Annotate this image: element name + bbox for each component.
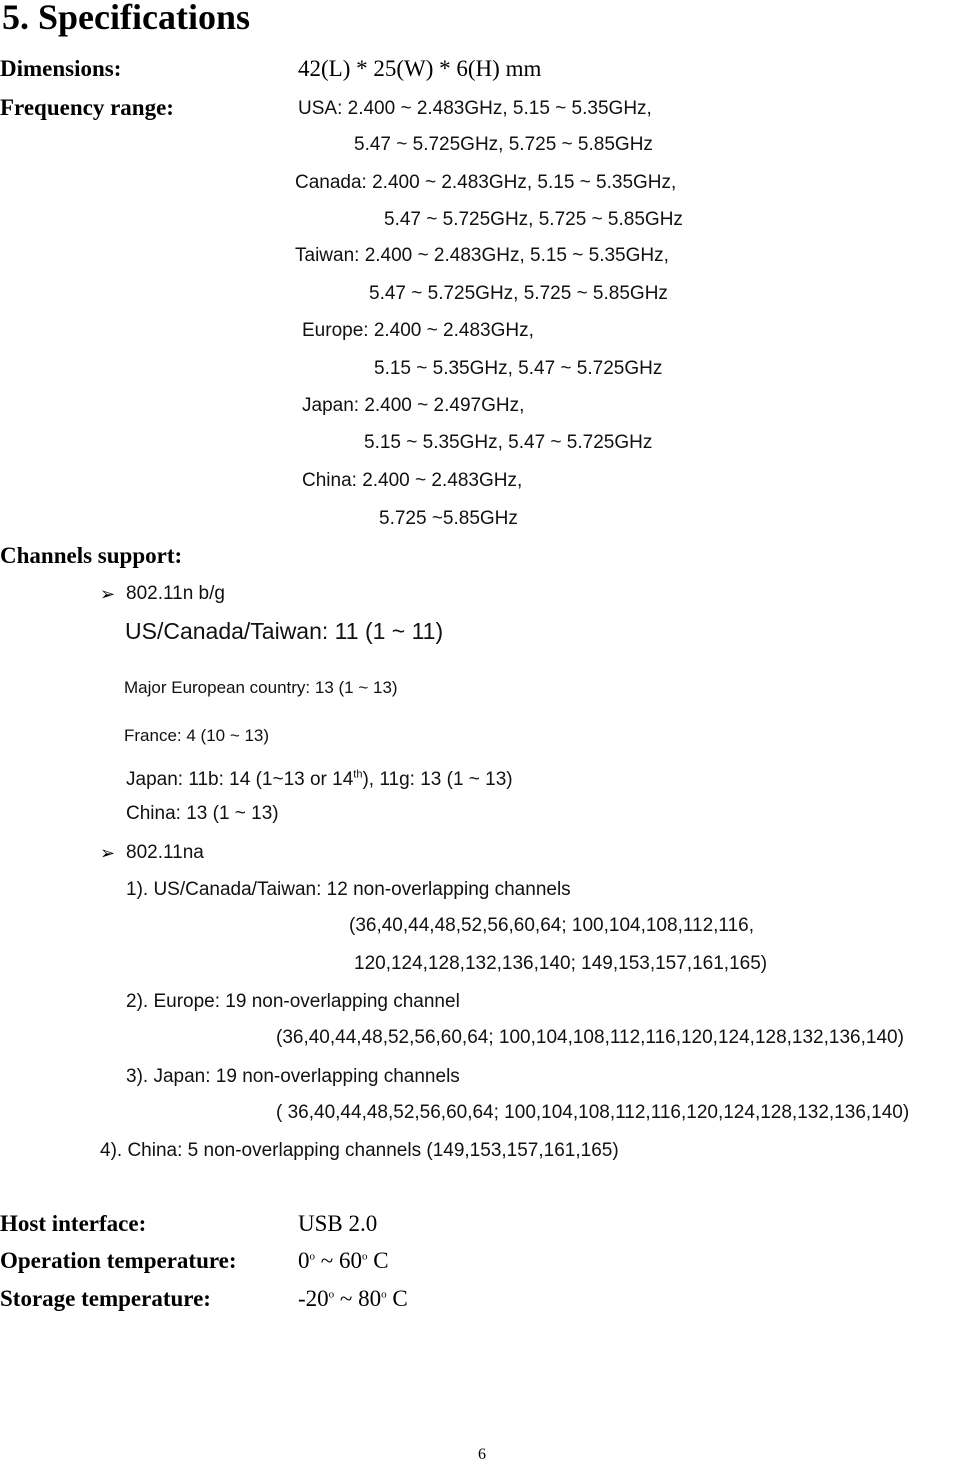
- na-europe: 2). Europe: 19 non-overlapping channel: [126, 991, 460, 1012]
- na-japan: 3). Japan: 19 non-overlapping channels: [126, 1066, 460, 1087]
- freq-taiwan-1: Taiwan: 2.400 ~ 2.483GHz, 5.15 ~ 5.35GHz,: [295, 245, 669, 266]
- storage-temp-label: Storage temperature:: [0, 1286, 211, 1311]
- freq-china-2: 5.725 ~5.85GHz: [379, 508, 518, 529]
- na-japan-channels: ( 36,40,44,48,52,56,60,64; 100,104,108,112,116,120,124,128,132,136,140): [276, 1102, 910, 1123]
- freq-europe-2: 5.15 ~ 5.35GHz, 5.47 ~ 5.725GHz: [374, 358, 663, 379]
- freq-japan-1: Japan: 2.400 ~ 2.497GHz,: [302, 395, 525, 416]
- arrow-bullet-icon: ➢: [100, 843, 116, 863]
- freq-europe-1: Europe: 2.400 ~ 2.483GHz,: [302, 320, 534, 341]
- channels-label: Channels support:: [0, 543, 183, 568]
- op-temp-value: 0$^o$ ~ 60$^o$ C: [298, 1248, 389, 1273]
- storage-temp-value: -20$^o$ ~ 80$^o$ C: [298, 1286, 408, 1311]
- bg-france: France: 4 (10 ~ 13): [124, 726, 270, 745]
- freq-usa-2: 5.47 ~ 5.725GHz, 5.725 ~ 5.85GHz: [354, 134, 653, 155]
- na-us: 1). US/Canada/Taiwan: 12 non-overlapping channels: [126, 879, 571, 900]
- bg-eu: Major European country: 13 (1 ~ 13): [124, 678, 398, 697]
- na-us-channels-2: 120,124,128,132,136,140; 149,153,157,161,165): [354, 953, 768, 974]
- freq-canada-1: Canada: 2.400 ~ 2.483GHz, 5.15 ~ 5.35GHz,: [295, 172, 677, 193]
- freq-canada-2: 5.47 ~ 5.725GHz, 5.725 ~ 5.85GHz: [384, 209, 683, 230]
- bg-us: US/Canada/Taiwan: 11 (1 ~ 11): [125, 618, 444, 644]
- na-europe-channels: (36,40,44,48,52,56,60,64; 100,104,108,112,116,120,124,128,132,136,140): [276, 1027, 904, 1048]
- na-us-channels-1: (36,40,44,48,52,56,60,64; 100,104,108,112,116,: [349, 915, 754, 936]
- freq-usa-1: USA: 2.400 ~ 2.483GHz, 5.15 ~ 5.35GHz,: [298, 98, 652, 119]
- host-value: USB 2.0: [298, 1211, 378, 1236]
- bg-china: China: 13 (1 ~ 13): [126, 803, 279, 824]
- bg-japan: Japan: 11b: 14 (1~13 or 14th), 11g: 13 (1 ~ 13): [126, 768, 513, 790]
- dimensions-label: Dimensions:: [0, 56, 122, 81]
- na-title: 802.11na: [126, 842, 204, 863]
- section-title: 5. Specifications: [2, 0, 250, 37]
- frequency-label: Frequency range:: [0, 95, 174, 120]
- freq-japan-2: 5.15 ~ 5.35GHz, 5.47 ~ 5.725GHz: [364, 432, 653, 453]
- host-label: Host interface:: [0, 1211, 147, 1236]
- dimensions-value: 42(L) * 25(W) * 6(H) mm: [298, 56, 542, 81]
- op-temp-label: Operation temperature:: [0, 1248, 237, 1273]
- na-china: 4). China: 5 non-overlapping channels (149,153,157,161,165): [100, 1140, 619, 1161]
- page-number: 6: [478, 1446, 486, 1463]
- freq-china-1: China: 2.400 ~ 2.483GHz,: [302, 470, 523, 491]
- freq-taiwan-2: 5.47 ~ 5.725GHz, 5.725 ~ 5.85GHz: [369, 283, 668, 304]
- bg-title: 802.11n b/g: [126, 583, 225, 604]
- arrow-bullet-icon: ➢: [100, 584, 116, 604]
